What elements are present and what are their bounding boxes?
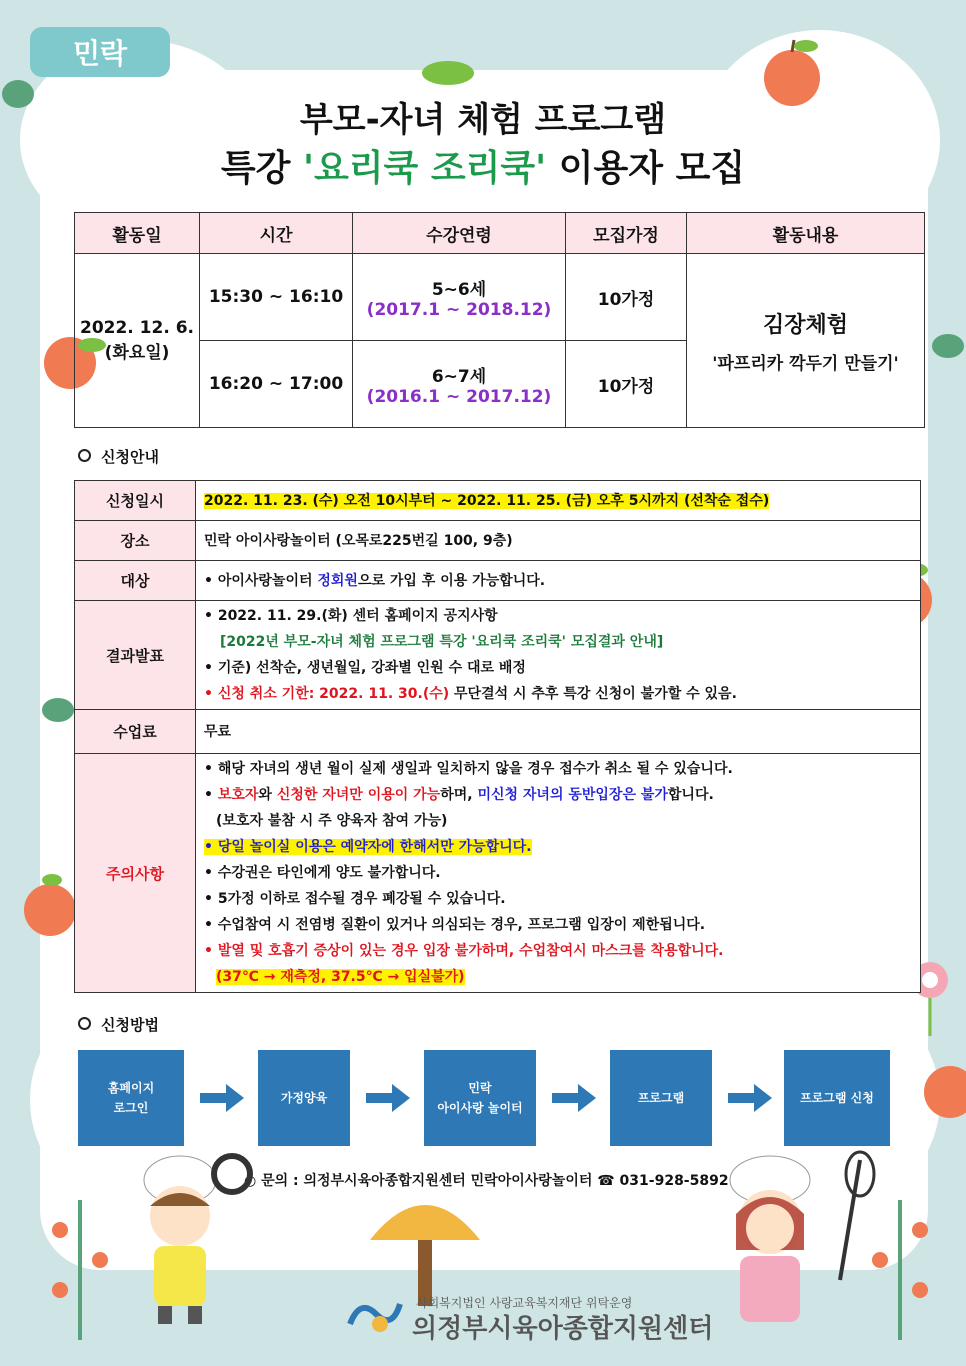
label-fee: 수업료 <box>75 710 196 754</box>
chef-boy-illustration <box>110 1150 260 1330</box>
schedule-table <box>74 212 925 428</box>
session-time: 16:20 ~ 17:00 <box>200 341 353 428</box>
leaf-icon <box>420 58 476 88</box>
contact-info: ○ 문의 : 의정부시육아종합지원센터 민락아이사랑놀이터 ☎ 031-928-5892 <box>244 1173 729 1189</box>
arrow-right-icon <box>552 1082 596 1114</box>
step-playground: 민락 아이사랑 놀이터 <box>424 1050 536 1146</box>
location-tag: 민락 <box>30 27 170 77</box>
center-logo-icon <box>340 1294 410 1340</box>
application-table <box>74 480 921 993</box>
step-program-apply: 프로그램 신청 <box>784 1050 890 1146</box>
section-heading-apply: 신청안내 <box>78 446 159 467</box>
step-homepage-login: 홈페이지 로그인 <box>78 1050 184 1146</box>
label-apply-date: 신청일시 <box>75 481 196 521</box>
leaf-icon <box>930 328 966 364</box>
session-age: 5~6세 (2017.1 ~ 2018.12) <box>353 254 566 341</box>
label-place: 장소 <box>75 521 196 561</box>
header-activity: 활동내용 <box>687 213 925 254</box>
value-result: • 2022. 11. 29.(화) 센터 홈페이지 공지사항 [2022년 부모-자녀 체험 프로그램 특강 '요리쿡 조리쿡' 모집결과 안내] • 기준) 선착순, 생년월일, 강좌별 인원 수 대로 배정 • 신청 취소 기한: 2022. 11. 30.(수) 무단결석 시 추후 특강 신청이 불가할 수 있음. <box>196 601 921 710</box>
label-result: 결과발표 <box>75 601 196 710</box>
session-age: 6~7세 (2016.1 ~ 2017.12) <box>353 341 566 428</box>
label-caution: 주의사항 <box>75 754 196 993</box>
step-program: 프로그램 <box>610 1050 712 1146</box>
session-time: 15:30 ~ 16:10 <box>200 254 353 341</box>
value-target: • 아이사랑놀이터 정회원으로 가입 후 이용 가능합니다. <box>196 561 921 601</box>
activity-content: 김장체험 '파프리카 깍두기 만들기' <box>687 254 925 428</box>
activity-date: 2022. 12. 6. (화요일) <box>75 254 200 428</box>
value-place: 민락 아이사랑놀이터 (오목로225번길 100, 9층) <box>196 521 921 561</box>
leaf-icon <box>40 692 76 728</box>
header-age: 수강연령 <box>353 213 566 254</box>
apple-icon <box>920 1060 966 1120</box>
page-title: 부모-자녀 체험 프로그램 <box>299 100 667 140</box>
arrow-right-icon <box>728 1082 772 1114</box>
session-families: 10가정 <box>566 254 687 341</box>
session-families: 10가정 <box>566 341 687 428</box>
header-date: 활동일 <box>75 213 200 254</box>
arrow-right-icon <box>366 1082 410 1114</box>
header-time: 시간 <box>200 213 353 254</box>
plant-illustration <box>860 1190 940 1340</box>
footer-center-name: 의정부시육아종합지원센터 <box>412 1314 714 1344</box>
page-subtitle: 특강 '요리쿡 조리쿡' 이용자 모집 <box>220 148 746 189</box>
value-fee: 무료 <box>196 710 921 754</box>
label-target: 대상 <box>75 561 196 601</box>
value-apply-date: 2022. 11. 23. (수) 오전 10시부터 ~ 2022. 11. 25. (금) 오후 5시까지 (선착순 접수) <box>196 481 921 521</box>
footer-operator: 사회복지법인 사랑교육복지재단 위탁운영 <box>416 1296 633 1310</box>
header-families: 모집가정 <box>566 213 687 254</box>
step-home-care: 가정양육 <box>258 1050 350 1146</box>
plant-illustration <box>40 1190 120 1340</box>
mushroom-illustration <box>370 1180 480 1310</box>
section-heading-method: 신청방법 <box>78 1014 159 1035</box>
apple-icon <box>22 870 82 940</box>
value-caution: • 해당 자녀의 생년 월이 실제 생일과 일치하지 않을 경우 접수가 취소 될 수 있습니다. • 보호자와 신청한 자녀만 이용이 가능하며, 미신청 자녀의 동반입장은 불가합니다. (보호자 불참 시 주 양육자 참여 가능) • 당일 놀이실 이용은 예약자에 한해서만 가능합니다. • 수강권은 타인에게 양도 불가합니다. • 5가정 이하로 접수될 경우 폐강될 수 있습니다. • 수업참여 시 전염병 질환이 있거나 의심되는 경우, 프로그램 입장이 제한됩니다. • 발열 및 호흡기 증상이 있는 경우 입장 불가하며, 수업참여시 마스크를 착용합니다. (37℃ → 재측정, 37.5℃ → 입실불가) <box>196 754 921 993</box>
arrow-right-icon <box>200 1082 244 1114</box>
